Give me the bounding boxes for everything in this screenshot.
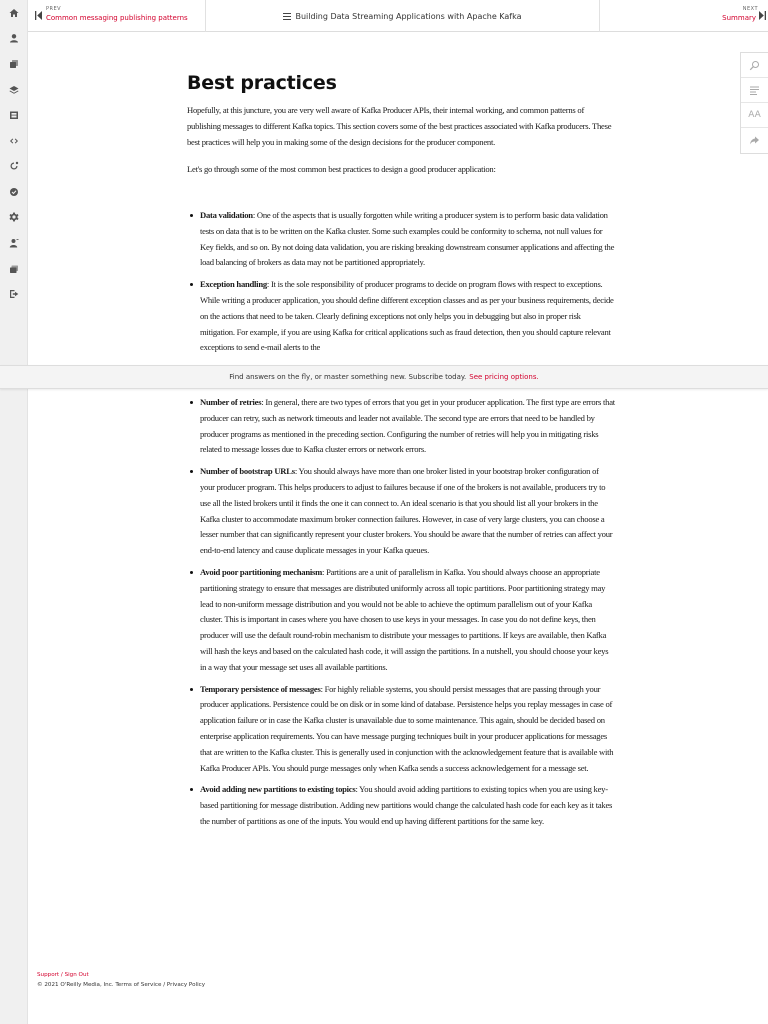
next-chapter-link[interactable]	[600, 0, 768, 32]
prev-chapter-title[interactable]: Common messaging publishing patterns	[46, 14, 188, 22]
practice-term: Avoid poor partitioning mechanism	[200, 566, 323, 577]
footer	[37, 970, 205, 990]
footer-separator: /	[59, 972, 65, 978]
list-item	[200, 395, 615, 458]
footer-separator: /	[161, 982, 167, 988]
sign-out-link[interactable]: Sign Out	[64, 972, 89, 978]
table-of-contents-icon	[283, 13, 291, 20]
bookmark-icon[interactable]	[8, 109, 20, 121]
code-icon[interactable]	[8, 135, 20, 147]
sign-out-icon[interactable]	[8, 288, 20, 300]
practice-text: : For highly reliable systems, you should persist messages that are passing through your producer applications. Persistence could be on disk or in some kind of database. Persistence helps you replay messages in case of application failure or in case the Kafka cluster is unavailable due to some maintenance. This again, should be decided based on enterprise application requirements. You can have message purging techniques built in your producer applications for messages that are written to the Kafka cluster. This is generally used in conjunction with the acknowledgement feature that is available with Kafka Producer APIs. You should purge messages only when Kafka sends a success acknowledgement for a message set.	[200, 683, 614, 773]
list-item	[200, 464, 615, 559]
user-icon[interactable]	[8, 32, 20, 44]
font-size-label: AA	[748, 110, 761, 120]
next-label: NEXT	[742, 6, 758, 12]
practice-text: : It is the sole responsibility of producer programs to decide on program flows with respect to exceptions. While writing a producer application, you should define different exception classes and as per your business requirements, decide on the actions that need to be taken. Clearly defining exceptions not only helps you in debugging but also in proper risk mitigation. For example, if you are using Kafka for critical applications such as fraud detection, then you should capture relevant exceptions to send e-mail alerts to the	[200, 279, 614, 353]
banner-text: Find answers on the fly, or master something new. Subscribe today.	[229, 373, 467, 381]
practice-term: Number of retries	[200, 397, 262, 407]
intro-paragraph: Hopefully, at this juncture, you are very well aware of Kafka Producer APIs, their internal working, and common patterns of publishing messages to different Kafka topics. This section covers some of the best practices associated with Kafka producers. These best practices will help you in making some of the design decisions for the producer component.	[187, 105, 612, 148]
subscribe-banner	[0, 365, 768, 389]
target-icon[interactable]	[8, 160, 20, 172]
privacy-link[interactable]: Privacy Policy	[166, 982, 206, 988]
practice-text: : You should avoid adding partitions to existing topics when you are using key-based partitioning for message distribution. Adding new partitions would change the calculated hash code for each key as it takes the number of partitions as one of the inputs. You would end up having different partitions for the same key.	[200, 784, 613, 826]
prev-chapter-link[interactable]	[28, 0, 206, 32]
article	[187, 72, 615, 187]
practice-term: Temporary persistence of messages	[200, 683, 321, 694]
practice-text: : One of the aspects that is usually forgotten while writing a producer system is to perform basic data validation tests on data that is to be written on the Kafka cluster. Some such examples could be conformity to schema, not null values for Key fields, and so on. By not doing data validation, you are risking breaking downstream consumer applications and affecting the load balancing of brokers as data may not be partitioned appropriately.	[200, 210, 615, 268]
book-title: Building Data Streaming Applications with Apache Kafka	[295, 11, 522, 21]
practice-term: Number of bootstrap URLs	[200, 466, 295, 477]
practice-term: Avoid adding new partitions to existing topics	[200, 784, 356, 795]
badge-icon[interactable]	[8, 186, 20, 198]
list-item	[200, 565, 615, 676]
support-link[interactable]: Support	[37, 972, 60, 978]
list-item	[200, 208, 615, 271]
practice-text: : You should always have more than one broker listed in your bootstrap broker configuration of your producer program. This helps producers to adjust to failures because if one of the brokers is not available, producers try to use all the listed brokers until it finds the one it can connect to. An ideal scenario is that you should list all your brokers in the Kafka cluster to accommodate maximum broker connection failures. However, in case of very large clusters, you can choose a lesser number that can significantly represent your cluster brokers. You should be aware that the number of retries can affect your end-to-end latency and cause duplicate messages in your Kafka queues.	[200, 466, 613, 556]
top-navigation	[28, 0, 768, 32]
next-arrow-icon	[759, 11, 766, 20]
left-rail	[0, 0, 28, 1024]
home-icon[interactable]	[8, 7, 20, 19]
best-practices-list-bottom	[187, 395, 615, 836]
practice-text: : In general, there are two types of errors that you get in your producer application. The first type are errors that producer can retry, such as network timeouts and leader not available. The second type are errors that need to be handled by producer programs as mentioned in the preceding section. Configuring the number of retries will help you in mitigating risks related to message losses due to Kafka cluster errors or network errors.	[200, 397, 615, 455]
book-title-link[interactable]	[206, 0, 600, 32]
copyright-text: © 2021 O'Reilly Media, Inc.	[37, 982, 114, 988]
library-icon[interactable]	[8, 263, 20, 275]
search-icon[interactable]	[741, 53, 768, 78]
practice-term: Data validation	[200, 210, 253, 220]
books-icon[interactable]	[8, 58, 20, 70]
share-icon[interactable]	[741, 128, 768, 153]
notes-icon[interactable]	[741, 78, 768, 103]
page-title: Best practices	[187, 72, 337, 94]
reader-tools	[740, 52, 768, 154]
best-practices-list-top	[187, 208, 615, 366]
terms-link[interactable]: Terms of Service	[115, 982, 162, 988]
pricing-link[interactable]: See pricing options.	[469, 373, 539, 381]
gear-icon[interactable]	[8, 211, 20, 223]
layers-icon[interactable]	[8, 84, 20, 96]
list-item	[200, 682, 615, 777]
lead-paragraph: Let's go through some of the most common best practices to design a good producer application:	[187, 163, 496, 174]
next-chapter-title[interactable]: Summary	[722, 14, 756, 22]
list-item	[200, 277, 615, 356]
font-size-icon[interactable]	[741, 103, 768, 128]
prev-arrow-icon	[35, 11, 42, 20]
practice-term: Exception handling	[200, 279, 267, 290]
list-item	[200, 782, 615, 829]
prev-label: PREV	[46, 6, 62, 12]
profile-icon[interactable]	[8, 237, 20, 249]
practice-text: : Partitions are a unit of parallelism in Kafka. You should always choose an appropriate partitioning strategy to ensure that messages are distributed uniformly across all topic partitions. Poor partitioning strategy may lead to non-uniform message distribution and you would not be able to achieve the optimum parallelism out of your Kafka cluster. This is important in cases where you have chosen to use keys in your messages. In case you do not define keys, then producer will use the default round-robin mechanism to distribute your messages to partitions. If keys are available, then Kafka will hash the keys and based on the calculated hash code, it will assign the partitions. In a nutshell, you should choose your keys in a way that your message set uses all available partitions.	[200, 566, 609, 672]
